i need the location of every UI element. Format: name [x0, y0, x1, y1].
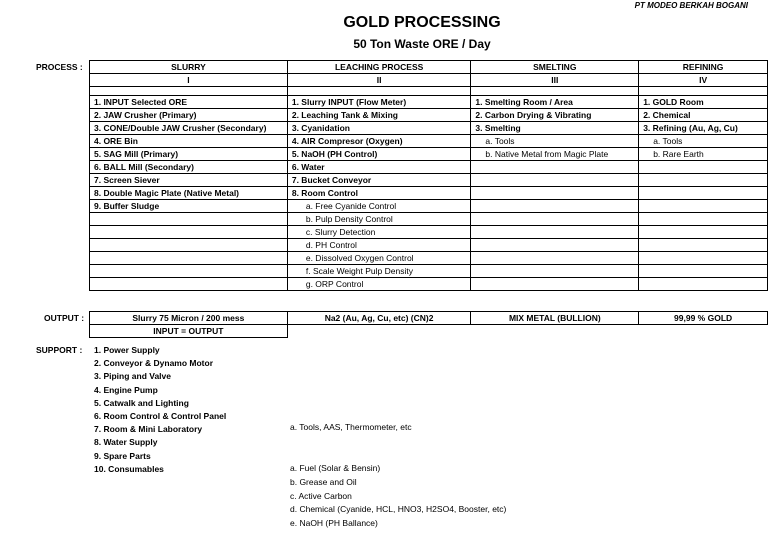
output-table: [89, 311, 768, 338]
support-item: 8. Water Supply: [94, 437, 158, 448]
table-row: [90, 200, 768, 213]
table-cell: [471, 226, 639, 239]
table-cell: 7. Screen Siever: [90, 174, 288, 187]
consumable-item: c. Active Carbon: [290, 490, 352, 501]
table-cell: [90, 278, 288, 291]
support-label: SUPPORT :: [36, 345, 83, 355]
table-cell: [471, 239, 639, 252]
table-cell: [639, 265, 768, 278]
table-row: [90, 135, 768, 148]
support-item: 5. Catwalk and Lighting: [94, 397, 189, 408]
table-cell: b. Pulp Density Control: [287, 213, 471, 226]
table-row: [90, 109, 768, 122]
blank-cell: [471, 325, 639, 338]
table-cell: d. PH Control: [287, 239, 471, 252]
output-slurry: Slurry 75 Micron / 200 mess: [90, 312, 288, 325]
table-row: [90, 187, 768, 200]
table-row: [90, 148, 768, 161]
consumables-list: [290, 462, 506, 531]
table-cell: [90, 239, 288, 252]
table-cell: 4. AIR Compresor (Oxygen): [287, 135, 471, 148]
table-cell: a. Tools: [639, 135, 768, 148]
spacer-cell: [287, 87, 471, 96]
table-cell: 1. INPUT Selected ORE: [90, 96, 288, 109]
blank-cell: [639, 325, 768, 338]
table-cell: 2. Leaching Tank & Mixing: [287, 109, 471, 122]
consumable-item: a. Fuel (Solar & Bensin): [290, 463, 381, 473]
table-cell: b. Rare Earth: [639, 148, 768, 161]
table-cell: [471, 187, 639, 200]
table-cell: [639, 213, 768, 226]
support-item: 6. Room Control & Control Panel: [94, 410, 227, 421]
process-label: PROCESS :: [36, 62, 83, 72]
column-number: IV: [639, 74, 768, 87]
column-header-smelting: SMELTING: [471, 61, 639, 74]
table-cell: 9. Buffer Sludge: [90, 200, 288, 213]
column-header-slurry: SLURRY: [90, 61, 288, 74]
table-cell: [639, 239, 768, 252]
column-number: II: [287, 74, 471, 87]
table-cell: 7. Bucket Conveyor: [287, 174, 471, 187]
laboratory-note: a. Tools, AAS, Thermometer, etc: [290, 422, 412, 432]
support-item: 10. Consumables: [94, 463, 164, 474]
column-number: I: [90, 74, 288, 87]
table-cell: [90, 265, 288, 278]
consumable-item: e. NaOH (PH Ballance): [290, 518, 378, 529]
table-row: [90, 122, 768, 135]
table-cell: [471, 252, 639, 265]
support-item: 7. Room & Mini Laboratory: [94, 424, 203, 435]
table-cell: [471, 213, 639, 226]
table-cell: c. Slurry Detection: [287, 226, 471, 239]
table-cell: e. Dissolved Oxygen Control: [287, 252, 471, 265]
table-cell: 2. Carbon Drying & Vibrating: [471, 109, 639, 122]
support-item: 3. Piping and Valve: [94, 371, 171, 382]
table-cell: a. Free Cyanide Control: [287, 200, 471, 213]
table-row: [90, 239, 768, 252]
output-note: INPUT = OUTPUT: [90, 325, 288, 338]
table-cell: 2. Chemical: [639, 109, 768, 122]
table-cell: 3. Cyanidation: [287, 122, 471, 135]
table-cell: 6. Water: [287, 161, 471, 174]
table-cell: 5. SAG Mill (Primary): [90, 148, 288, 161]
table-row: [90, 226, 768, 239]
support-list: [94, 344, 226, 476]
table-row: [90, 265, 768, 278]
table-cell: [471, 161, 639, 174]
table-cell: 4. ORE Bin: [90, 135, 288, 148]
table-cell: b. Native Metal from Magic Plate: [471, 148, 639, 161]
table-row: [90, 252, 768, 265]
table-cell: 8. Room Control: [287, 187, 471, 200]
table-cell: [639, 200, 768, 213]
table-row: [90, 174, 768, 187]
support-item: 4. Engine Pump: [94, 384, 158, 395]
support-item: 9. Spare Parts: [94, 450, 151, 461]
output-leaching: Na2 (Au, Ag, Cu, etc) (CN)2: [287, 312, 471, 325]
table-cell: [639, 161, 768, 174]
table-cell: 5. NaOH (PH Control): [287, 148, 471, 161]
column-number: III: [471, 74, 639, 87]
table-cell: [471, 265, 639, 278]
table-cell: [471, 278, 639, 291]
support-item: 2. Conveyor & Dynamo Motor: [94, 358, 214, 369]
table-cell: [471, 200, 639, 213]
table-cell: [471, 174, 639, 187]
spacer-cell: [471, 87, 639, 96]
table-cell: 3. Smelting: [471, 122, 639, 135]
column-header-refining: REFINING: [639, 61, 768, 74]
output-label: OUTPUT :: [44, 313, 85, 323]
table-cell: 1. Smelting Room / Area: [471, 96, 639, 109]
page-subtitle: 50 Ton Waste ORE / Day: [353, 37, 491, 51]
table-cell: 3. Refining (Au, Ag, Cu): [639, 122, 768, 135]
table-row: [90, 213, 768, 226]
process-table: [89, 60, 768, 291]
table-cell: [90, 213, 288, 226]
table-cell: [90, 252, 288, 265]
blank-cell: [287, 325, 471, 338]
table-cell: 8. Double Magic Plate (Native Metal): [90, 187, 288, 200]
table-cell: 1. GOLD Room: [639, 96, 768, 109]
table-cell: [90, 226, 288, 239]
table-cell: 6. BALL Mill (Secondary): [90, 161, 288, 174]
support-item: 1. Power Supply: [94, 345, 160, 355]
table-row: [90, 278, 768, 291]
table-cell: 3. CONE/Double JAW Crusher (Secondary): [90, 122, 288, 135]
spacer-cell: [90, 87, 288, 96]
table-cell: [639, 174, 768, 187]
consumable-item: b. Grease and Oil: [290, 476, 357, 487]
spacer-cell: [639, 87, 768, 96]
table-cell: a. Tools: [471, 135, 639, 148]
table-cell: f. Scale Weight Pulp Density: [287, 265, 471, 278]
consumable-item: d. Chemical (Cyanide, HCL, HNO3, H2SO4, Booster, etc): [290, 504, 507, 515]
page-title: GOLD PROCESSING: [343, 14, 501, 31]
output-refining: 99,99 % GOLD: [639, 312, 768, 325]
company-name: PT MODEO BERKAH BOGANI: [634, 1, 748, 10]
table-cell: [639, 187, 768, 200]
table-row: [90, 161, 768, 174]
table-cell: [639, 278, 768, 291]
table-cell: [639, 252, 768, 265]
table-cell: 1. Slurry INPUT (Flow Meter): [287, 96, 471, 109]
table-cell: [639, 226, 768, 239]
table-cell: 2. JAW Crusher (Primary): [90, 109, 288, 122]
table-row: [90, 96, 768, 109]
table-cell: g. ORP Control: [287, 278, 471, 291]
output-smelting: MIX METAL (BULLION): [471, 312, 639, 325]
column-header-leaching: LEACHING PROCESS: [287, 61, 471, 74]
